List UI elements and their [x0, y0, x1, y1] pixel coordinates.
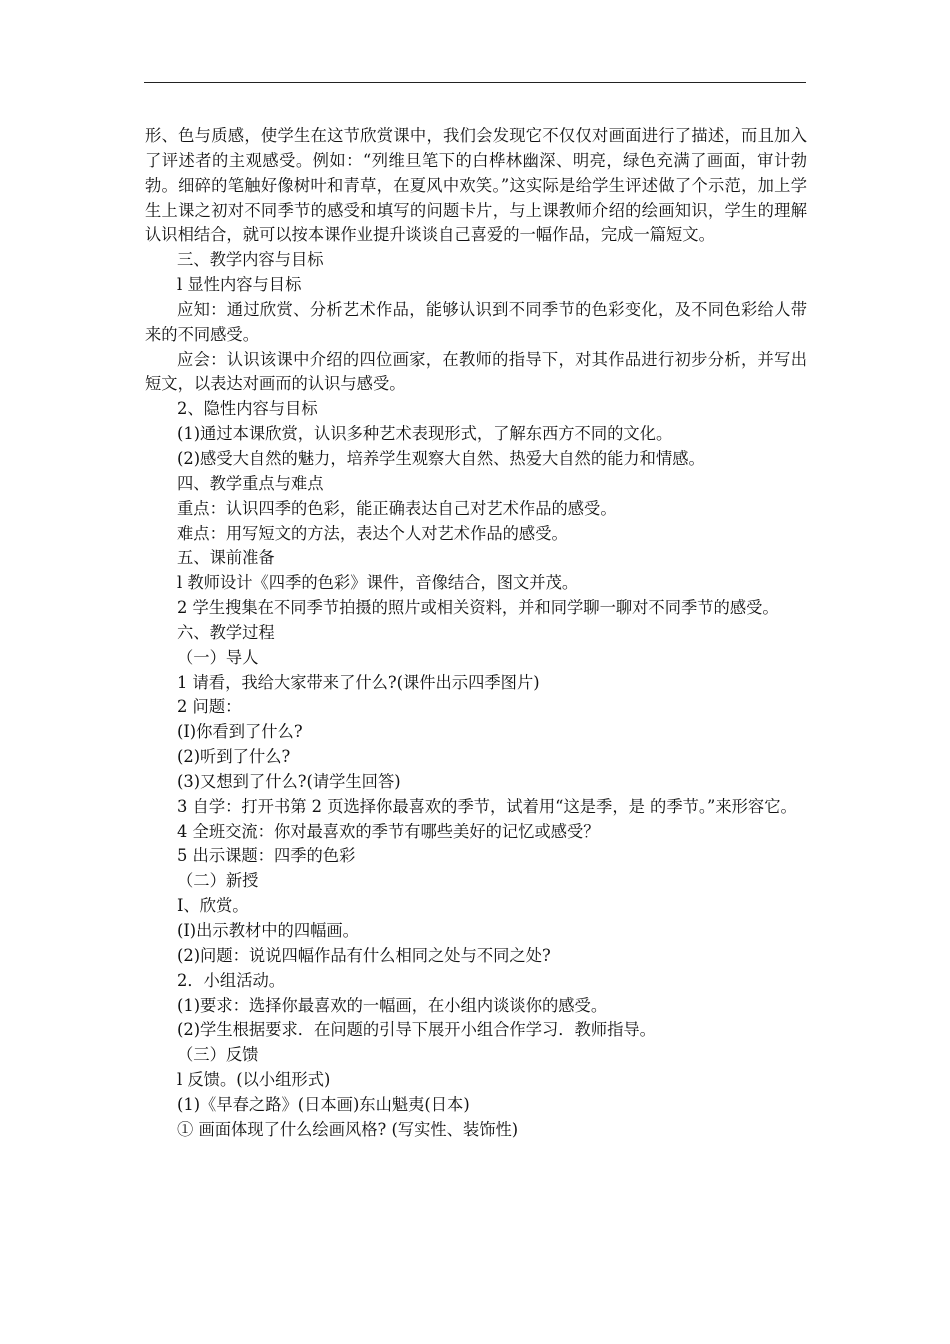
paragraph: 应会：认识该课中介绍的四位画家，在教师的指导下，对其作品进行初步分析，并写出短文，以表达对画而的认识与感受。 — [145, 349, 807, 394]
paragraph: (3)又想到了什么?(请学生回答) — [177, 771, 401, 791]
paragraph: l 显性内容与目标 — [177, 275, 302, 295]
paragraph: （三）反馈 — [177, 1045, 259, 1065]
document-body — [145, 124, 807, 1143]
paragraph: (2)听到了什么? — [177, 747, 291, 767]
paragraph: (1)通过本课欣赏，认识多种艺术表现形式，了解东西方不同的文化。 — [177, 424, 673, 444]
paragraph: (I)你看到了什么? — [177, 722, 303, 742]
paragraph: 2．小组活动。 — [177, 970, 286, 990]
paragraph: 三、教学内容与目标 — [177, 250, 324, 270]
paragraph: (2)问题：说说四幅作品有什么相同之处与不同之处? — [177, 945, 551, 965]
paragraph: (1)《早春之路》(日本画)东山魁夷(日本) — [177, 1094, 470, 1114]
paragraph: 应知：通过欣赏、分析艺术作品，能够认识到不同季节的色彩变化，及不同色彩给人带来的不同感受。 — [145, 299, 807, 344]
paragraph: (2)学生根据要求．在问题的引导下展开小组合作学习．教师指导。 — [177, 1020, 656, 1040]
paragraph: l 教师设计《四季的色彩》课件，音像结合，图文并茂。 — [177, 573, 579, 593]
paragraph: 形、色与质感，使学生在这节欣赏课中，我们会发现它不仅仅对画面进行了描述，而且加入了评述者的主观感受。例如：“列维旦笔下的白桦林幽深、明亮，绿色充满了画面，审计勃勃。细碎的笔触好像树叶和青草，在夏风中欢笑。”这实际是给学生评述做了个示范，加上学生上课之初对不同季节的感受和填写的问题卡片，与上课教师介绍的绘画知识，学生的理解认识相结合，就可以按本课作业提升谈谈自己喜爱的一幅作品，完成一篇短文。 — [145, 126, 807, 245]
paragraph: l 反馈。(以小组形式) — [177, 1070, 331, 1090]
paragraph: (2)感受大自然的魅力，培养学生观察大自然、热爱大自然的能力和情感。 — [177, 448, 705, 468]
paragraph: 5 出示课题：四季的色彩 — [177, 846, 356, 866]
paragraph: 2、隐性内容与目标 — [177, 399, 318, 419]
paragraph: 六、教学过程 — [177, 622, 275, 642]
paragraph: 五、课前准备 — [177, 548, 275, 568]
paragraph: 四、教学重点与难点 — [177, 473, 324, 493]
paragraph: (1)要求：选择你最喜欢的一幅画，在小组内谈谈你的感受。 — [177, 995, 608, 1015]
paragraph: 2 问题： — [177, 697, 242, 717]
paragraph: 重点：认识四季的色彩，能正确表达自己对艺术作品的感受。 — [177, 498, 617, 518]
paragraph: 1 请看，我给大家带来了什么?(课件出示四季图片) — [177, 672, 540, 692]
paragraph: I、欣赏。 — [177, 896, 249, 916]
paragraph: 3 自学：打开书第 2 页选择你最喜欢的季节，试着用“这是季，是 的季节。”来形容它。 — [177, 796, 797, 816]
paragraph: 4 全班交流：你对最喜欢的季节有哪些美好的记忆或感受？ — [177, 821, 600, 841]
paragraph: 难点：用写短文的方法，表达个人对艺术作品的感受。 — [177, 523, 568, 543]
paragraph: ① 画面体现了什么绘画风格? (写实性、装饰性) — [177, 1119, 519, 1139]
paragraph: （一）导人 — [177, 647, 259, 667]
paragraph: （二）新授 — [177, 871, 259, 891]
header-rule — [144, 82, 806, 83]
paragraph: 2 学生搜集在不同季节拍摄的照片或相关资料，并和同学聊一聊对不同季节的感受。 — [177, 598, 779, 618]
paragraph: (I)出示教材中的四幅画。 — [177, 921, 359, 940]
